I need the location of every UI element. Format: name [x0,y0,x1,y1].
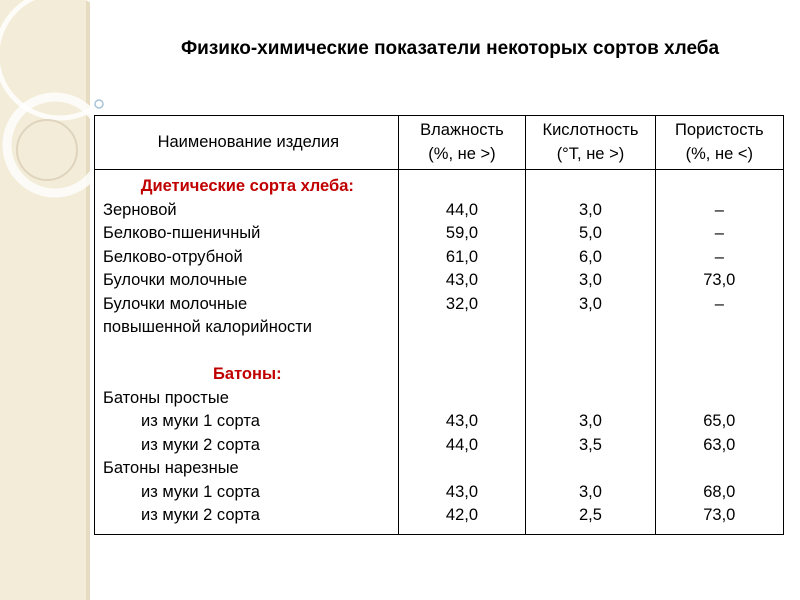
deco-dot [95,100,103,108]
header-porosity-unit: (%, не <) [685,144,753,163]
porosity-value: 73,0 [703,271,736,289]
product-subname: из муки 2 сорта [141,506,260,524]
porosity-value: – [714,224,724,242]
header-acidity-label: Кислотность [542,121,639,139]
moisture-value: 44,0 [445,435,479,454]
product-name: Батоны простые [103,388,229,407]
product-name: Батоны нарезные [103,459,239,477]
header-moisture-unit: (%, не >) [428,144,496,163]
moisture-value: 43,0 [445,271,479,289]
acidity-values-cell [526,170,655,535]
moisture-value: 61,0 [445,247,479,266]
product-name: Зерновой [103,200,177,219]
product-name: Белково-пшеничный [103,224,261,242]
acidity-value: 2,5 [578,506,602,524]
strip-edge [86,0,90,600]
product-name: Булочки молочные [103,271,248,289]
section-heading-batons: Батоны: [213,365,282,383]
moisture-value: 43,0 [445,412,479,430]
porosity-values-cell [655,170,783,535]
header-moisture-label: Влажность [420,121,504,139]
acidity-value: 3,0 [578,294,602,313]
left-decorative-strip [0,0,90,600]
moisture-value: 32,0 [445,294,479,313]
product-name: Булочки молочные [103,294,248,313]
moisture-value: 43,0 [445,482,479,501]
product-name: Белково-отрубной [103,247,243,266]
product-subname: из муки 1 сорта [141,412,260,430]
acidity-value: 5,0 [578,224,602,242]
acidity-value: 3,0 [578,200,602,219]
header-acidity [526,116,655,170]
porosity-value: – [714,247,724,266]
acidity-value: 3,0 [578,271,602,289]
header-porosity-label: Пористость [674,121,764,139]
porosity-value: 68,0 [703,482,736,501]
page-title: Физико-химические показатели некоторых сортов хлеба [180,38,720,59]
product-names-cell [95,170,399,535]
header-porosity [655,116,783,170]
moisture-value: 42,0 [445,506,479,524]
porosity-value: 73,0 [703,506,736,524]
acidity-value: 3,0 [578,412,602,430]
table-header-row [95,116,784,170]
moisture-values-cell [398,170,526,535]
acidity-value: 3,5 [578,435,602,454]
acidity-value: 3,0 [578,482,602,501]
bread-properties-table [94,115,784,535]
acidity-value: 6,0 [578,247,602,266]
header-product-name: Наименование изделия [95,116,399,170]
product-subname: из муки 1 сорта [141,482,260,501]
product-subname: из муки 2 сорта [141,435,260,454]
header-moisture [398,116,526,170]
table-body-row [95,170,784,535]
porosity-value: 63,0 [703,435,736,454]
moisture-value: 44,0 [445,200,479,219]
porosity-value: – [714,200,724,219]
moisture-value: 59,0 [445,224,479,242]
porosity-value: 65,0 [703,412,736,430]
spacer [103,340,392,364]
header-acidity-unit: (°Т, не >) [556,144,625,163]
product-name-continuation: повышенной калорийности [103,318,313,336]
porosity-value: – [714,294,724,313]
section-heading-dietary: Диетические сорта хлеба: [140,177,354,195]
